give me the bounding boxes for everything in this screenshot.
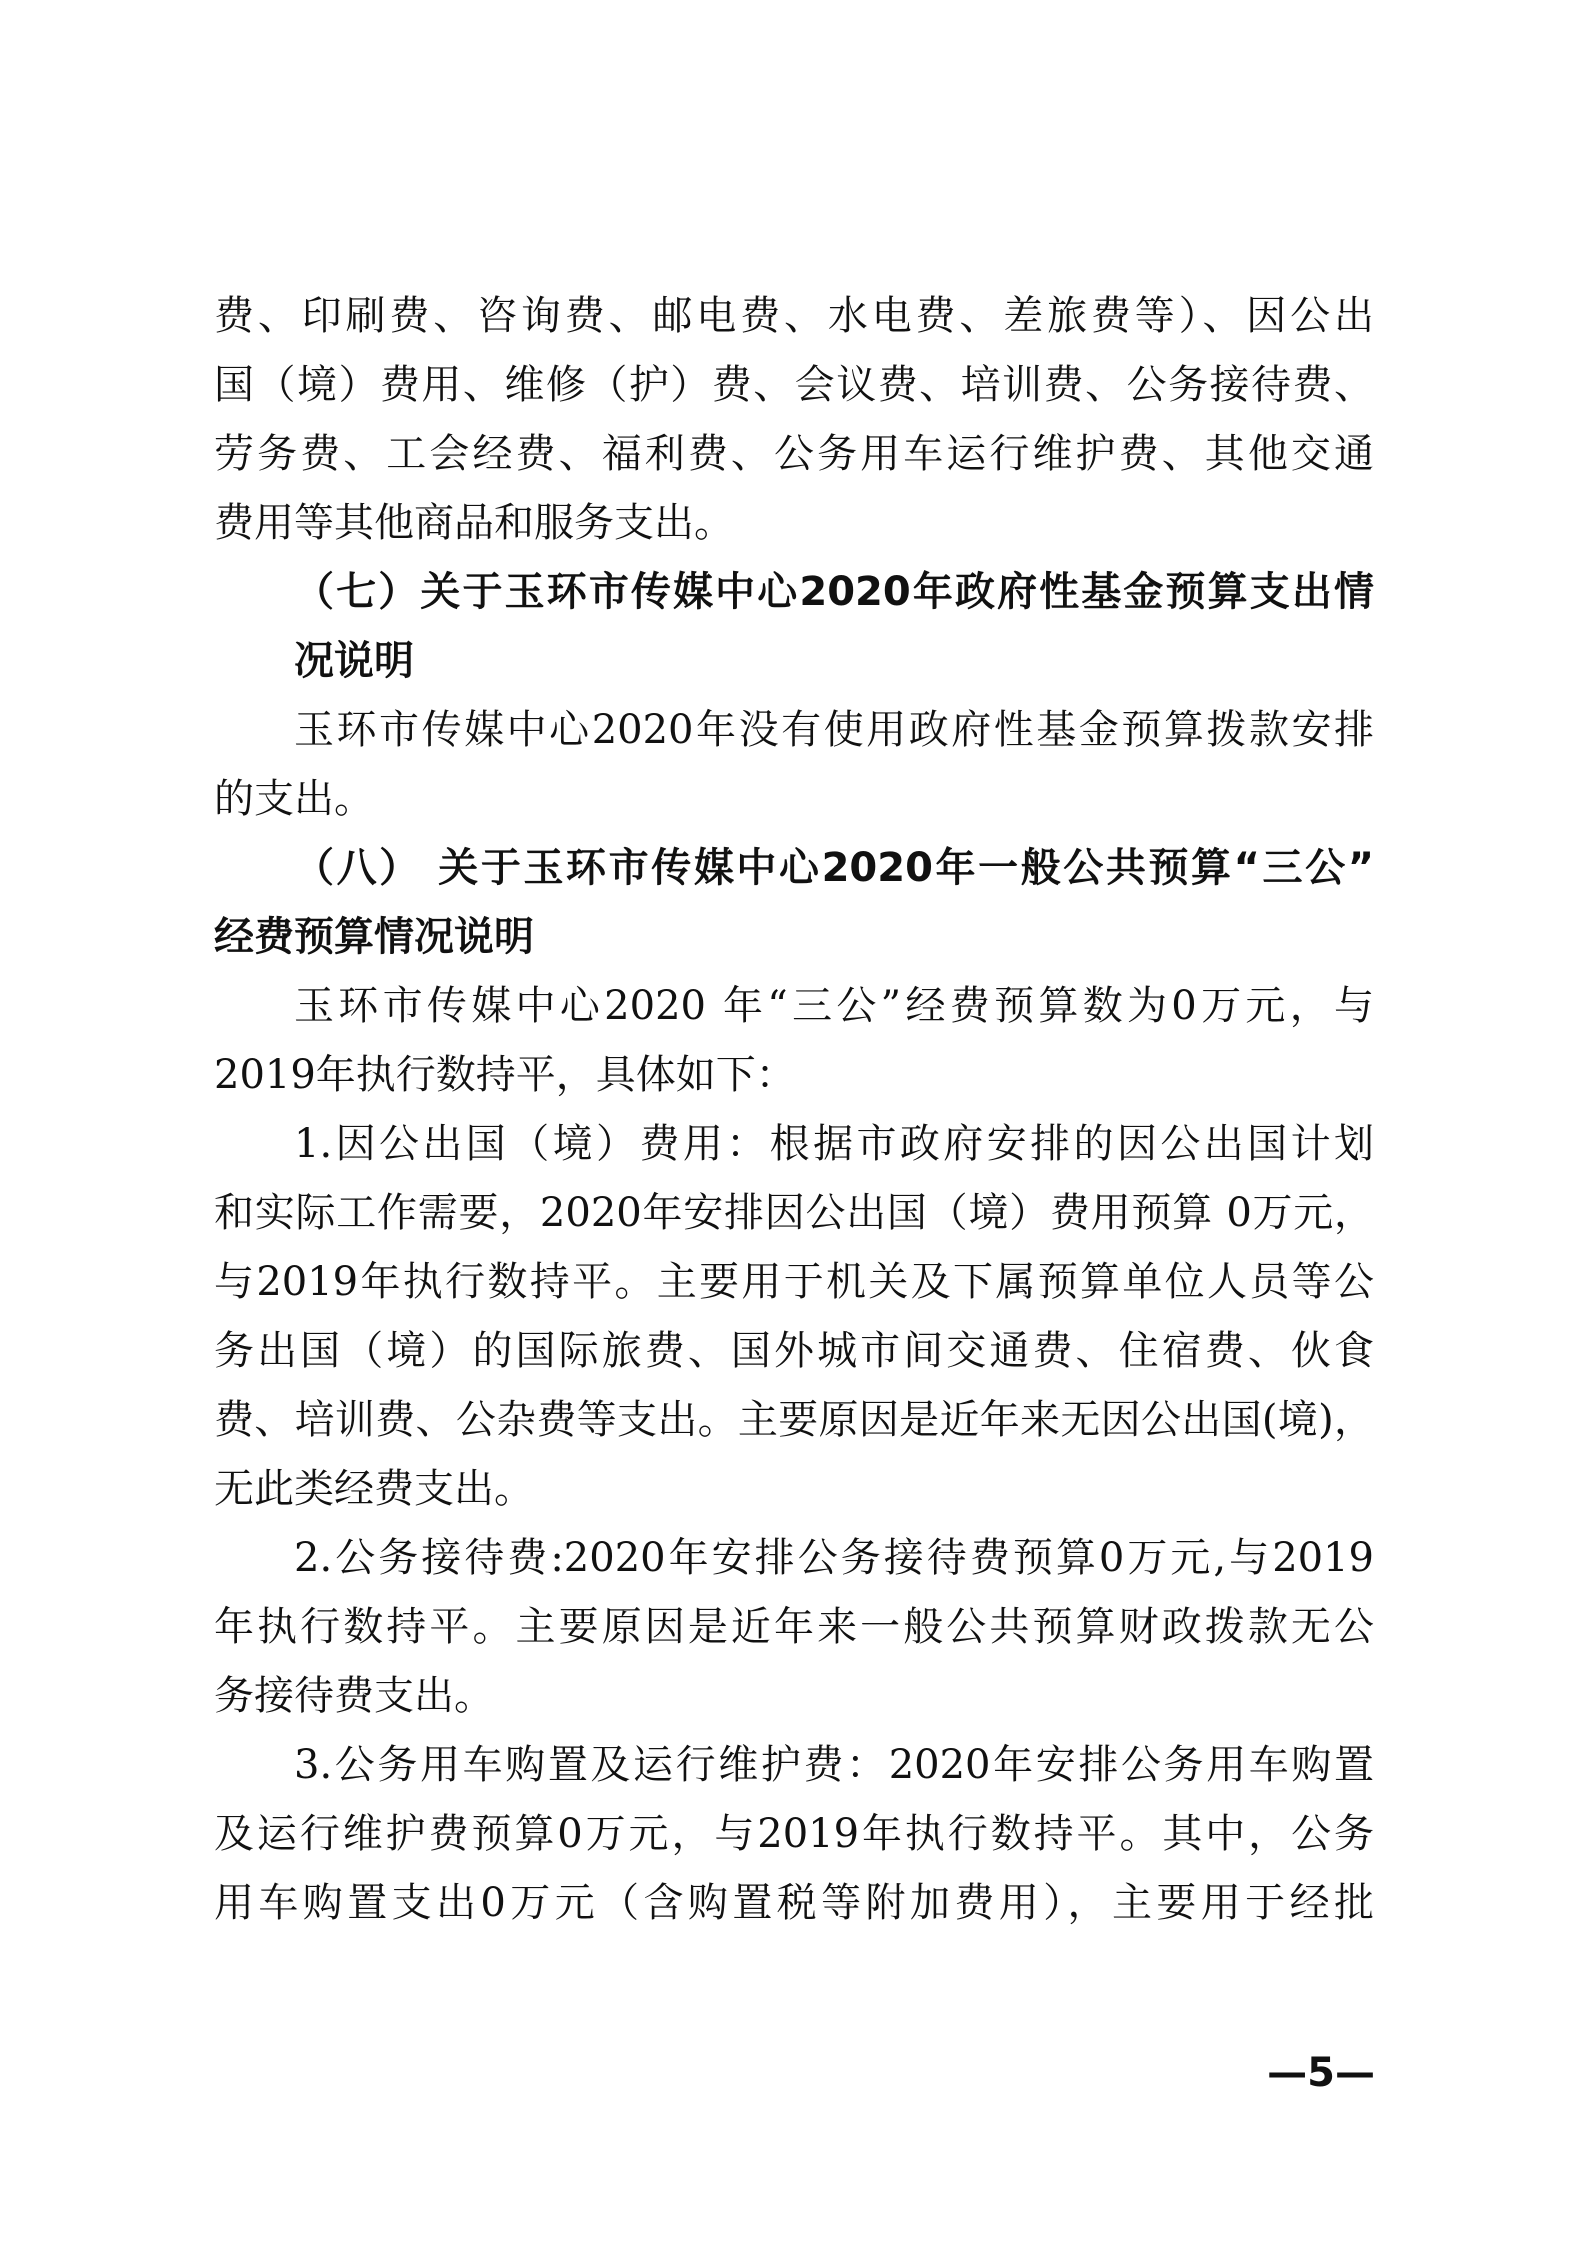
list-item-1-line: 与2019年执行数持平。主要用于机关及下属预算单位人员等公	[214, 1259, 1374, 1305]
paragraph-line: 费用等其他商品和服务支出。	[214, 500, 734, 546]
section-heading-8-continued: 经费预算情况说明	[214, 914, 534, 960]
list-item-1-line: 费、培训费、公杂费等支出。主要原因是近年来无因公出国(境)，	[214, 1397, 1374, 1443]
list-item-1-line: 和实际工作需要，2020年安排因公出国（境）费用预算 0万元，	[214, 1190, 1374, 1236]
list-item-2-line: 2.公务接待费:2020年安排公务接待费预算0万元,与2019	[294, 1535, 1374, 1581]
section-heading-7-continued: 况说明	[294, 638, 414, 684]
paragraph-line: 费、印刷费、咨询费、邮电费、水电费、差旅费等）、因公出	[214, 293, 1374, 339]
section-heading-8: （八） 关于玉环市传媒中心2020年一般公共预算“三公”	[294, 845, 1374, 891]
page-number: —5—	[1267, 2050, 1375, 2096]
list-item-1-line: 1.因公出国（境）费用：根据市政府安排的因公出国计划	[294, 1121, 1374, 1167]
list-item-1-line: 无此类经费支出。	[214, 1466, 534, 1512]
paragraph-line: 劳务费、工会经费、福利费、公务用车运行维护费、其他交通	[214, 431, 1374, 477]
list-item-2-line: 年执行数持平。主要原因是近年来一般公共预算财政拨款无公	[214, 1604, 1374, 1650]
document-body	[214, 282, 1374, 1938]
list-item-3-line: 用车购置支出0万元（含购置税等附加费用），主要用于经批	[214, 1880, 1374, 1926]
list-item-3-line: 及运行维护费预算0万元，与2019年执行数持平。其中，公务	[214, 1811, 1374, 1857]
paragraph-line: 国（境）费用、维修（护）费、会议费、培训费、公务接待费、	[214, 362, 1374, 408]
paragraph-line: 2019年执行数持平，具体如下：	[214, 1052, 796, 1098]
paragraph-line: 的支出。	[214, 776, 374, 822]
paragraph-line: 玉环市传媒中心2020年没有使用政府性基金预算拨款安排	[294, 707, 1374, 753]
list-item-1-line: 务出国（境）的国际旅费、国外城市间交通费、住宿费、伙食	[214, 1328, 1374, 1374]
list-item-2-line: 务接待费支出。	[214, 1673, 494, 1719]
paragraph-line: 玉环市传媒中心2020 年“三公”经费预算数为0万元，与	[294, 983, 1374, 1029]
section-heading-7: （七）关于玉环市传媒中心2020年政府性基金预算支出情	[294, 569, 1374, 615]
list-item-3-line: 3.公务用车购置及运行维护费：2020年安排公务用车购置	[294, 1742, 1374, 1788]
